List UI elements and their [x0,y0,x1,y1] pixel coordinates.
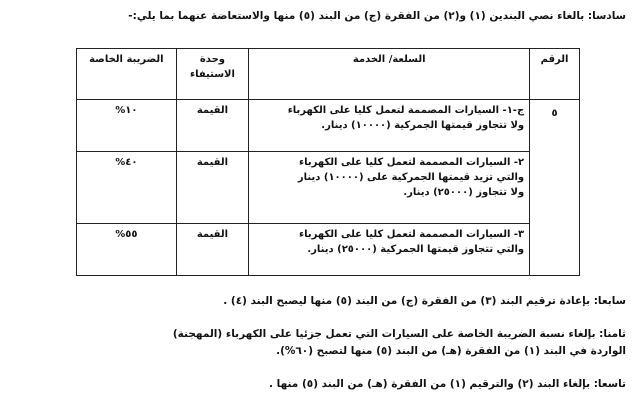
tax-cell: ١٠% [77,100,177,152]
clause-nine: تاسعا: بإلغاء البند (٢) والترقيم (١) من الفقرة (هـ) من البند (٥) منها . [269,378,626,390]
goods-line: ج-١- السيارات المصممة لتعمل كليا على الكهرباء [287,105,525,116]
goods-line: ٢- السيارات المصممة لتعمل كليا على الكهرباء [299,157,525,168]
goods-line: ولا تتجاوز قيمتها الجمركية (١٠٠٠٠) دينار. [321,120,525,131]
clause-eight-continued: الواردة في البند (١) من الفقرة (هـ) من البند (٥) منها لتصبح (٦٠%). [276,345,626,357]
clause-six: سادسا: بالغاء نصي البندين (١) و(٢) من الفقرة (ج) من البند (٥) منها والاستعاضة عنهما بما يلي:- [128,10,626,22]
table-header-row [77,49,580,100]
tax-table [76,48,580,276]
tax-cell: ٤٠% [77,152,177,224]
goods-line: والتي تزيد قيمتها الجمركية على (١٠٠٠٠) دينار [297,172,525,183]
table-row [77,152,580,224]
header-goods: السلعة/ الخدمة [249,49,530,100]
clause-seven: سابعا: بإعادة ترقيم البند (٣) من الفقرة (ج) من البند (٥) منها ليصبح البند (٤) . [223,295,626,307]
goods-line: والتي تتجاوز قيمتها الجمركية (٢٥٠٠٠) دينار. [307,244,525,255]
unit-cell: القيمة [176,100,249,152]
goods-line: ولا تتجاوز (٢٥٠٠٠) دينار. [403,187,525,198]
item-number: ٥ [530,100,580,276]
goods-cell [249,224,530,276]
header-tax: الضريبة الخاصة [77,49,177,100]
goods-line: ٣- السيارات المصممة لتعمل كليا على الكهرباء [299,229,525,240]
tax-cell: ٥٥% [77,224,177,276]
unit-cell: القيمة [176,224,249,276]
goods-cell [249,152,530,224]
unit-cell: القيمة [176,152,249,224]
table-row [77,224,580,276]
goods-cell [249,100,530,152]
clause-eight: ثامنا: بإلغاء نسبة الضريبة الخاصة على السيارات التي تعمل جزئيا على الكهرباء (المهجنة) [172,328,626,340]
header-unit: وحدة الاستيفاء [176,49,249,100]
header-number: الرقم [530,49,580,100]
table-row [77,100,580,152]
